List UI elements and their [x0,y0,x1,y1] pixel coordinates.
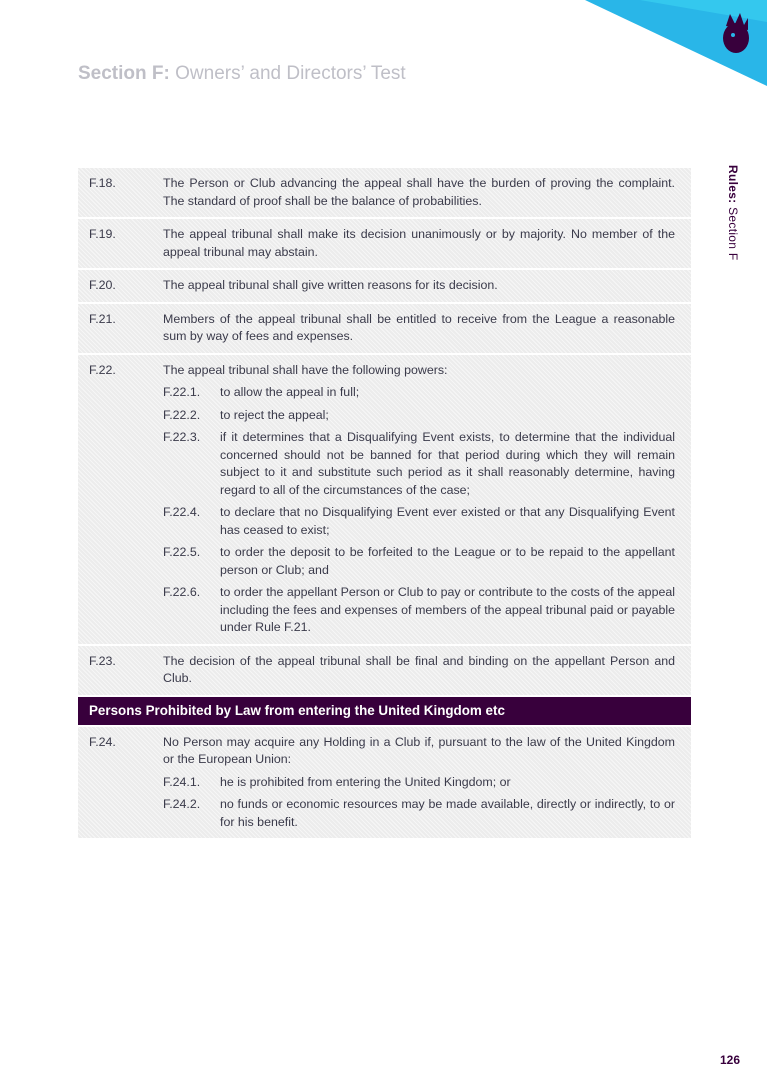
side-label-bold: Rules: [726,165,740,204]
sub-rule-number: F.22.4. [163,505,201,519]
sub-rule-number: F.22.1. [163,385,201,399]
sub-rule-text: to declare that no Disqualifying Event ever existed or that any Disqualifying Event has ceased to exist; [220,505,675,537]
rule-text: The appeal tribunal shall make its decision unanimously or by majority. No member of the appeal tribunal may abstain. [163,227,675,259]
rule-text: The decision of the appeal tribunal shall be final and binding on the appellant Person and Club. [163,653,675,685]
sub-rule-text: he is prohibited from entering the United Kingdom; or [220,774,511,789]
sub-rule [163,429,675,499]
rules-group-before [78,168,691,697]
rule-body [163,226,675,261]
rule-body [163,277,675,295]
sub-rule-text: to order the appellant Person or Club to pay or contribute to the costs of the appeal including the fees and expenses of members of the appeal tribunal paid or payable under Rule F.21. [220,585,675,634]
sub-rule [163,407,675,425]
page-title [78,63,406,85]
sub-rule [163,774,675,792]
rule-text: The appeal tribunal shall give written reasons for its decision. [163,278,498,292]
sub-rule [163,796,675,831]
sub-rule-number: F.22.2. [163,407,201,422]
section-title: Owners’ and Directors’ Test [169,63,406,84]
rule-number: F.23. [89,653,116,668]
rule-text: The Person or Club advancing the appeal shall have the burden of proving the complaint. The standard of proof shall be the balance of probabilities. [163,176,675,208]
sub-rule-number: F.22.5. [163,545,201,559]
rule-row [78,646,691,697]
rule-text: No Person may acquire any Holding in a Club if, pursuant to the law of the United Kingdom or the European Union: [163,734,675,766]
corner-decoration [0,0,767,100]
rule-text: Members of the appeal tribunal shall be entitled to receive from the League a reasonable sum by way of fees and expenses. [163,311,675,343]
sub-rule-text: to order the deposit to be forfeited to the League or to be repaid to the appellant person or Club; and [220,545,675,577]
rule-number: F.19. [89,227,116,241]
sub-rule [163,584,675,637]
rule-number: F.20. [89,278,116,292]
sub-rule-number: F.24.1. [163,774,201,789]
sub-rule-text: if it determines that a Disqualifying Event exists, to determine that the individual concerned should not be banned for that period during which they will remain subject to it and substitute such period as it shall reasonably determine, having regard to all of the circumstances of the case; [220,430,675,497]
sub-rule-number: F.24.2. [163,797,201,811]
rule-number: F.22. [89,362,116,377]
rule-row [78,270,691,304]
side-tab-label [726,165,740,261]
section-label: Section F: [78,63,170,84]
sub-rule-text: to reject the appeal; [220,407,329,422]
sub-rule [163,504,675,539]
rule-row [78,727,691,841]
page-number: 126 [719,1053,740,1067]
side-label-rest: Section F [726,203,740,261]
rule-row [78,355,691,646]
rule-body [163,653,675,688]
rule-row [78,168,691,219]
sub-rule-text: no funds or economic resources may be made available, directly or indirectly, to or for his benefit. [220,797,675,829]
rule-number: F.24. [89,734,116,749]
sub-rule-number: F.22.6. [163,585,201,599]
rule-row [78,304,691,355]
sub-rule [163,544,675,579]
rule-row [78,219,691,270]
sub-rule-text: to allow the appeal in full; [220,385,360,399]
rule-body [163,362,675,637]
rule-text: The appeal tribunal shall have the following powers: [163,362,448,377]
rule-number: F.21. [89,311,116,326]
rule-number: F.18. [89,176,116,190]
rules-group-after [78,727,691,841]
rule-body [163,734,675,832]
sub-rule-number: F.22.3. [163,430,201,444]
rules-table [78,168,691,840]
rule-body [163,175,675,210]
sub-rule [163,384,675,402]
section-header: Persons Prohibited by Law from entering the United Kingdom etc [78,697,691,727]
rule-body [163,311,675,346]
